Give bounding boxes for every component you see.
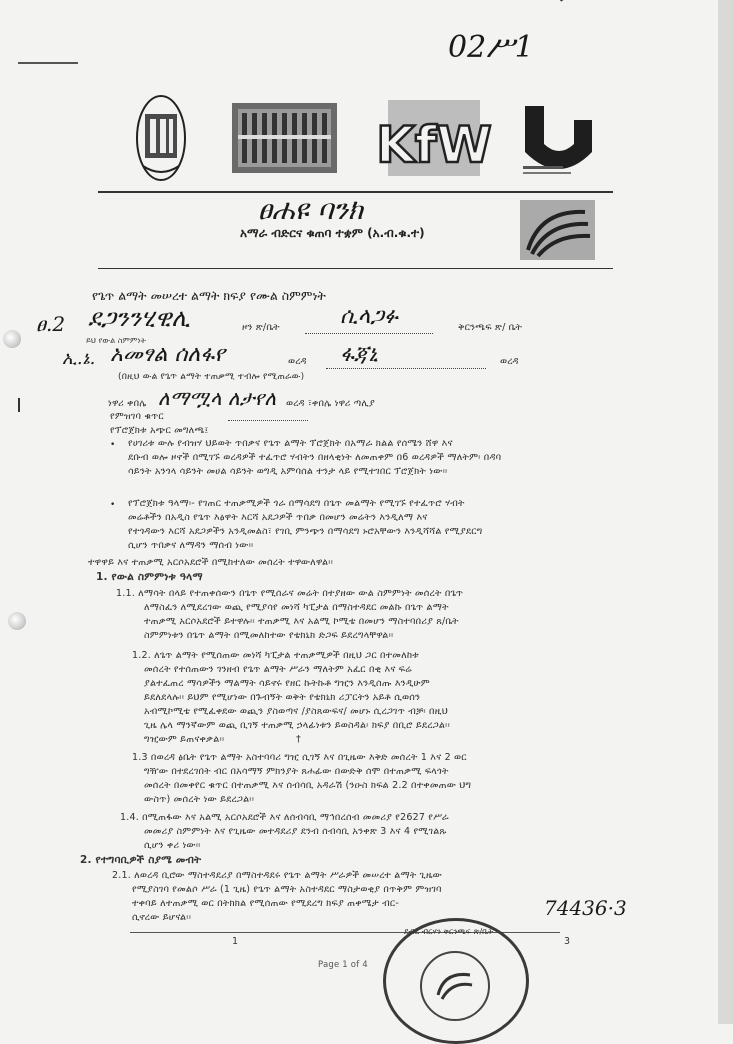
page-label: Page 1 of 4: [318, 960, 368, 970]
swirl-logo: [520, 200, 595, 260]
corner-pen-stroke: [560, 0, 618, 2]
s1-2-line-6: ጊዜ ሌላ ማንኛውም ወጪ ቢገኝ ተጠቃሚ ኃላፊነቱን ይወስዳል፡ ክፍያ በቢሮ ይደረጋል፡፡: [144, 720, 450, 731]
s2-1-line-3: ተቀባይ ለተጠቃሚ ወር በትክክል የሚሰጠው የሚደረግ ክፍያ ጠቀሜታ ብር-: [132, 898, 399, 909]
s1-1-line-2: ለማስፈን ለሚደረገው ወጪ የሚያሳየ መነሻ ካፒታል በማስተዳደር መልኩ በጌጥ ልማት: [144, 602, 449, 613]
party-1-caption: ይህ የውል ስምምነት: [86, 336, 146, 345]
footer-mark-right: 3: [564, 936, 571, 947]
building-facade-logo: [232, 103, 337, 173]
code-label: የምዝገባ ቁጥር: [110, 411, 164, 422]
s1-1-line-3: ተጠቃሚ አርሶአደሮች ይተዋሉ፡፡ ተጠቃሚ እና አልሚ ኮሚቴ በመሆን ማስተባበሪያ ጸ/ቤት: [144, 616, 459, 627]
s1-1-line-1: 1.1. ለማሳት በላይ የተጠቀሰውን በጌጥ የሚሰራና መሬት በተያዘው ውል ስምምነት መሰረት በጌጥ: [116, 588, 464, 599]
amount-handwritten: 74436·3: [544, 896, 627, 920]
party-2-name: አመፃል ሰለፋየ: [110, 342, 226, 367]
s2-1-line-4: ሲኖረው ይሆናል፡፡: [132, 912, 192, 923]
stamp-emblem: [434, 967, 474, 1001]
bullet-2-line-2: መሬቶችን በአዲስ የጌጥ እፅዋት እርሻ አደጋዎች ጥበቃ በመሆን መሬትን እንዲለማ እና: [128, 512, 428, 523]
s1-3-line-2: ግዥው በተደረገበት ብር በአሳማኝ ምክንያት ጸሐፊው በውድቅ ሰሞ በተጠቃሚ ፍላጎት: [144, 766, 449, 777]
party-2-label-2: ወረዳ: [500, 356, 519, 367]
party-1-name: ደጋንንሂዊሊ: [88, 304, 191, 332]
party-1-label-branch: ቅርንጫፍ ጽ/ ቤት: [458, 322, 523, 333]
project-line-handwritten: ለማሟላ ለታየለ: [158, 386, 277, 410]
header-title-handwritten: ፀሐዩ ባንክ: [258, 193, 364, 226]
s1-2-line-3: ያልተፈጠረ ማሳዎችን ማልማት ሳይኖሩ የዘር ኩትኩቶ ግዢን እንዲሰጡ እንዲሁም: [144, 678, 430, 689]
s1-3-line-1: 1.3 በወረዳ ፅቤት የጌጥ ልማት አስተባባሪ ግዢ ሲገኝ እና በጊዜው እቅድ መሰረት 1 እና 2 ወር: [132, 752, 467, 763]
bullet-2-line-3: የተጎዳውን እርሻ አደጋዎችን አንዲመልስ፣ የገቢ ምንጭን በማሳደግ ኑሮአቸውን እንዲሻሻል የሚያደርግ: [128, 526, 483, 537]
project-line-suffix: ወረዳ ፣ቀበሌ ነዋሪ ጣሊያ: [286, 398, 375, 409]
s1-3-line-4: ውስጥ) መሰረት ነው ይደረጋል፡፡: [144, 794, 255, 805]
scan-mark: [18, 62, 78, 64]
bullet-1-dot: •: [110, 440, 116, 450]
party-2-prefix: ኢ.ኔ.: [62, 348, 96, 369]
header-subtitle: አማራ ብድርና ቁጠባ ተቋም (አ.ብ.ቁ.ተ): [240, 226, 425, 240]
project-line-prefix: ነዋሪ ቀበሌ: [108, 398, 147, 409]
s1-1-line-4: ስምምነቱን በጌጥ ልማት በሚመለከተው የቴክኒክ ድጋፍ ይደረግላቸዋል፡፡: [144, 630, 394, 641]
margin-mark: [18, 398, 20, 412]
party-2-label-1: ወረዳ: [288, 356, 307, 367]
header-rule-bottom: [98, 268, 613, 269]
s1-2-line-7: ግዢውም ይጠናቀቃል፡፡: [144, 734, 225, 745]
s1-4-line-1: 1.4. በሚጠፋው እና አልሚ አርሶአደሮች እና ለሰብሳቢ ማኅበረሰብ መመሪያ የ2627 የሥራ: [120, 812, 449, 823]
party-2-value: ፋጃኒ: [340, 342, 378, 367]
s1-4-line-2: መመሪያ ስምምነት እና የጊዜው መተዳደሪያ ደንብ ሰብሳቢ አንቀጽ 3 እና 4 የሚገልጹ: [144, 826, 447, 837]
purpose-heading: የፕሮጀክቱ አጭር መግለጫ፤: [110, 425, 209, 436]
project-seal-logo: [133, 92, 189, 184]
s2-1-line-1: 2.1. ለወረዳ ቢሮው ማስተዳደሪያ በማስተዳደሩ የጌጥ ልማት ሥራዎች መሠረተ ልማት ጊዜው: [112, 870, 442, 881]
official-stamp: [383, 918, 529, 1044]
s1-2-mark: †: [296, 734, 301, 745]
s2-1-line-2: የሚያስገባ የመልሶ ሥራ (1 ጊዜ) የጌጥ ልማት አስተዳደር ማስታወቂያ በጥቅም ምዝገባ: [132, 884, 442, 895]
footer-mark-left: 1: [232, 936, 239, 947]
kfw-logo-text: KfW: [376, 116, 492, 174]
section-title: የጌጥ ልማት መሠረተ ልማት ክፍያ የሙል ስምምነት: [92, 288, 326, 303]
s1-2-line-4: ይደለደላሉ፡፡ ይህም የሚሆነው በጉብኝት ወቅት የቴክኒክ ሪፓርትን አይቶ ሲወሰን: [144, 692, 421, 703]
bullet-1-line-1: የሀገሪቱ ውሉ የብዝሃ ህይወት ጥበቃና የጌጥ ልማት ፕሮጀክት በአማራ ክልል የሰሜን ሸዋ እና: [128, 438, 453, 449]
party-1-label-zone: ዞን ጽ/ቤት: [242, 322, 280, 333]
section-1-title: 1. የውል ስምምነቱ ዓላማ: [96, 571, 203, 583]
stamp-text: ደብረ ብርሃን ቅርንጫፍ ጽ/ቤት: [404, 927, 494, 936]
s1-3-line-3: መሰረት በመቀየር ቁጥር በተጠቃሚ እና ሰብሳቢ አዳራሽ (ንዑስ ክፍል 2.2 በተቀመጠው ህግ: [144, 780, 472, 791]
bullet-1-line-2: ደቡብ ወሎ ዞኖች በሚገኙ ወረዳዎች ተፈጥሮ ሃብትን በዘላቂነት ለመጠቀም በ6 ወረዳዎች ማለትም፡ በዳባ: [128, 452, 502, 463]
party-1-prefix: ፀ.2: [36, 312, 66, 336]
party-1-zone-fill: [305, 333, 433, 334]
bullet-1-line-3: ሳይንት አንጎላ ሳይንት መሀል ሳይንት ወግዲ አምባሰል ተንታ ላይ የሚተገበር ፕሮጀክት ነው፡፡: [128, 466, 448, 477]
page-edge: [718, 0, 733, 1024]
party-1-zone-value: ሲላጋፉ: [340, 304, 399, 329]
party-2-fill: [326, 368, 486, 369]
party-note: (በዚህ ውል የጌጥ ልማት ተጠቃሚ ተብሎ የሚጠራው): [118, 372, 305, 382]
bullet-2-line-1: የፕሮጀክቱ ዓላማ፡- የገጠር ተጠቃሚዎች ጎራ በማሳደግ በጌጥ መልማት የሚገኙ የተፈጥሮ ሃብት: [128, 498, 465, 509]
s1-2-line-1: 1.2. ለጌጥ ልማት የሚሰጠው መነሻ ካፒታል ተጠቃሚዎች በዚህ ጋር በተመለከቱ: [132, 650, 419, 661]
bullet-2-line-4: ሲሆን ጥበቃና ለማዳን ማሰብ ነው፡፡: [128, 540, 254, 551]
kfw-logo: [376, 100, 492, 176]
s1-2-line-5: አብሚኮሚቴ የሚፈቀደው ወጪን ያስወጣና /ያስጸውፍና/ መሆኑ ሲረጋገጥ ብቻ፡ በዚህ: [144, 706, 448, 717]
punch-hole-top: [3, 330, 21, 348]
s1-2-line-2: መሰረት የተሰጠውን ገንዘብ የጌጥ ልማት ሥራን ማለትም አፈር በቂ እና ፍሬ: [144, 664, 412, 675]
s1-4-line-3: ሲሆን ቀሪ ነው፡፡: [144, 840, 201, 851]
section-2-title: 2. የተግባቢዎች ስያሜ መብት: [80, 854, 202, 866]
top-right-number: 02ሥ1: [448, 30, 534, 65]
partner-logo: [520, 100, 598, 180]
parties-agree: ተዋዋይ እና ተጠቃሚ አርሶአደሮች በሚከተለው መሰረት ተዋውለዋል፡፡: [88, 557, 334, 568]
code-fill: [228, 420, 308, 421]
punch-hole-bottom: [8, 612, 26, 630]
bullet-2-dot: •: [110, 500, 116, 510]
